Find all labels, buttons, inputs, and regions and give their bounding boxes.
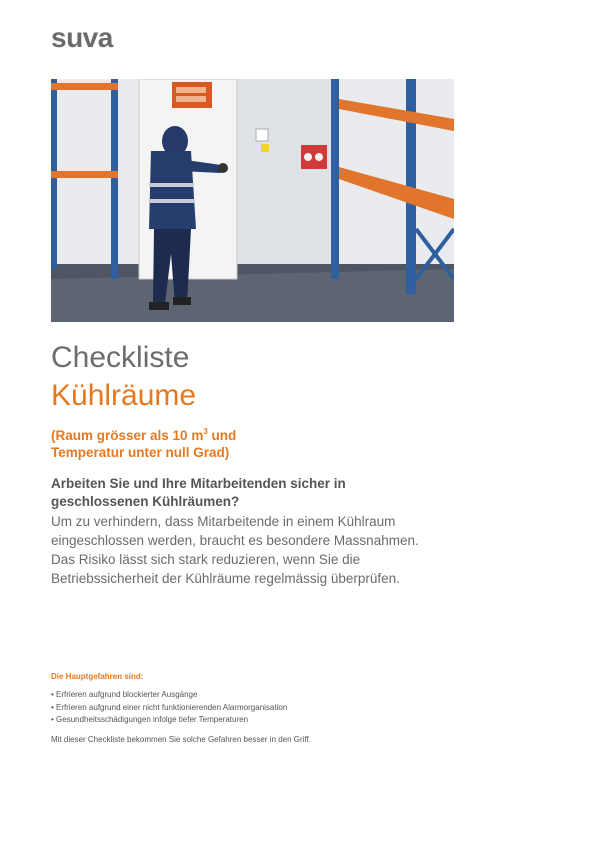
list-item: • Erfrieren aufgrund blockierter Ausgänge — [51, 689, 287, 702]
page-title-line2: Kühlräume — [51, 379, 197, 412]
hazards-heading: Die Hauptgefahren sind: — [51, 672, 144, 681]
closing-text: Mit dieser Checkliste bekommen Sie solche Gefahren besser in den Griff. — [51, 735, 311, 744]
list-item: • Gesundheitsschädigungen infolge tiefer Temperaturen — [51, 714, 287, 727]
subtitle-unit: m — [187, 428, 204, 443]
subtitle-text: (Raum grösser als 10 — [51, 428, 188, 443]
page-title-line1: Checkliste — [51, 341, 190, 374]
suva-logo: suva — [51, 22, 113, 53]
lead-question: Arbeiten Sie und Ihre Mitarbeitenden sicher in geschlossenen Kühlräumen? — [51, 476, 346, 509]
list-item: • Erfrieren aufgrund einer nicht funktionierenden Alarmorganisation — [51, 702, 287, 715]
subtitle-superscript: 3 — [203, 427, 208, 436]
cold-room-photo — [51, 79, 454, 322]
hazards-list — [51, 689, 287, 727]
lead-paragraph: Um zu verhindern, dass Mitarbeitende in einem Kühlraum eingeschlossen werden, braucht es besondere Massnahmen. Das Risiko lässt sich stark reduzieren, wenn Sie die Betriebssicherheit der Kühlräume regelmässig überprüfen. — [51, 514, 419, 586]
subtitle-line2: Temperatur unter null Grad) — [51, 445, 230, 460]
page-subtitle — [51, 423, 351, 461]
subtitle-text-end: und — [207, 428, 237, 443]
